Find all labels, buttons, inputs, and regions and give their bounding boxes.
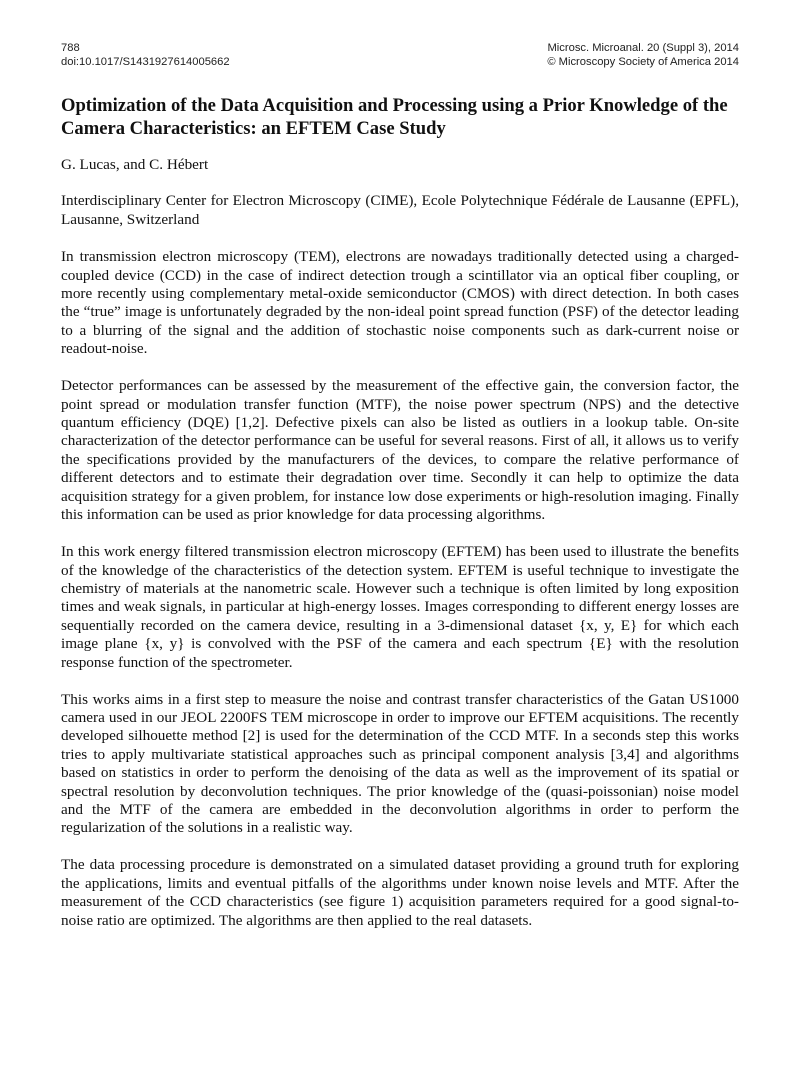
author-list: G. Lucas, and C. Hébert <box>61 156 209 173</box>
copyright-notice: © Microscopy Society of America 2014 <box>547 55 739 68</box>
doi: doi:10.1017/S1431927614005662 <box>61 55 230 68</box>
paragraph-procedure: The data processing procedure is demonstrated on a simulated dataset providing a ground truth for exploring the applications, limits and eventual pitfalls of the algorithms under known noise levels and MTF. After the measurement of the CCD characteristics (see figure 1) acquisition parameters required for a good signal-to-noise ratio are optimized. The algorithms are then applied to the real datasets. <box>61 856 739 929</box>
paper-page <box>61 42 739 945</box>
paragraph-aims: This works aims in a first step to measure the noise and contrast transfer characteristics of the Gatan US1000 camera used in our JEOL 2200FS TEM microscope in order to improve our EFTEM acquisitions. The recently developed silhouette method [2] is used for the determination of the CCD MTF. In a seconds step this works tries to apply multivariate statistical approaches such as principal component analysis [3,4] and algorithms based on statistics in order to perform the denoising of the data as well as the improvement of its spatial or spectral resolution by deconvolution techniques. The prior knowledge of the (quasi-poissonian) noise model and the MTF of the camera are embedded in the deconvolution algorithms in order to perform the regularization of the solutions in a realistic way. <box>61 690 739 837</box>
paragraph-detector-performance: Detector performances can be assessed by the measurement of the effective gain, the conversion factor, the point spread or modulation transfer function (MTF), the noise power spectrum (NPS) and the detective quantum efficiency (DQE) [1,2]. Defective pixels can also be listed as outliers in a lookup table. On-site characterization of the detector performance can be useful for several reasons. First of all, it allows us to verify the specifications provided by the manufacturers of the devices, to compare the relative performance of different detectors and to estimate their degradation over time. Secondly it can help to optimize the data acquisition strategy for a given problem, for instance low dose experiments or high-resolution imaging. Finally this information can be used as prior knowledge for data processing algorithms. <box>61 377 739 524</box>
page-number: 788 <box>61 42 80 54</box>
journal-citation: Microsc. Microanal. 20 (Suppl 3), 2014 <box>547 42 739 54</box>
abstract-body <box>61 248 739 930</box>
header-right <box>547 42 739 69</box>
paragraph-intro: In transmission electron microscopy (TEM), electrons are nowadays traditionally detected using a charged-coupled device (CCD) in the case of indirect detection trough a scintillator via an optical fiber coupling, or more recently using complementary metal-oxide semiconductor (CMOS) with direct detection. In both cases the “true” image is unfortunately degraded by the non-ideal point spread function (PSF) of the detector leading to a blurring of the signal and the addition of stochastic noise components such as dark-current noise or readout-noise. <box>61 248 739 358</box>
paper-title: Optimization of the Data Acquisition and Processing using a Prior Knowledge of the Camera Characteristics: an EFTEM Case Study <box>61 95 728 139</box>
header-left <box>61 42 230 69</box>
affiliation: Interdisciplinary Center for Electron Microscopy (CIME), Ecole Polytechnique Fédérale de Lausanne (EPFL), Lausanne, Switzerland <box>61 192 739 228</box>
paragraph-eftem: In this work energy filtered transmission electron microscopy (EFTEM) has been used to illustrate the benefits of the knowledge of the characteristics of the detection system. EFTEM is useful technique to investigate the chemistry of materials at the nanometric scale. However such a technique is often limited by long exposition times and weak signals, in particular at high-energy losses. Images corresponding to different energy losses are sequentially recorded on the camera device, resulting in a 3-dimensional dataset {x, y, E} for which each image plane {x, y} is convolved with the PSF of the camera and each spectrum {E} with the resolution response function of the spectrometer. <box>61 543 739 671</box>
running-header <box>61 42 739 69</box>
